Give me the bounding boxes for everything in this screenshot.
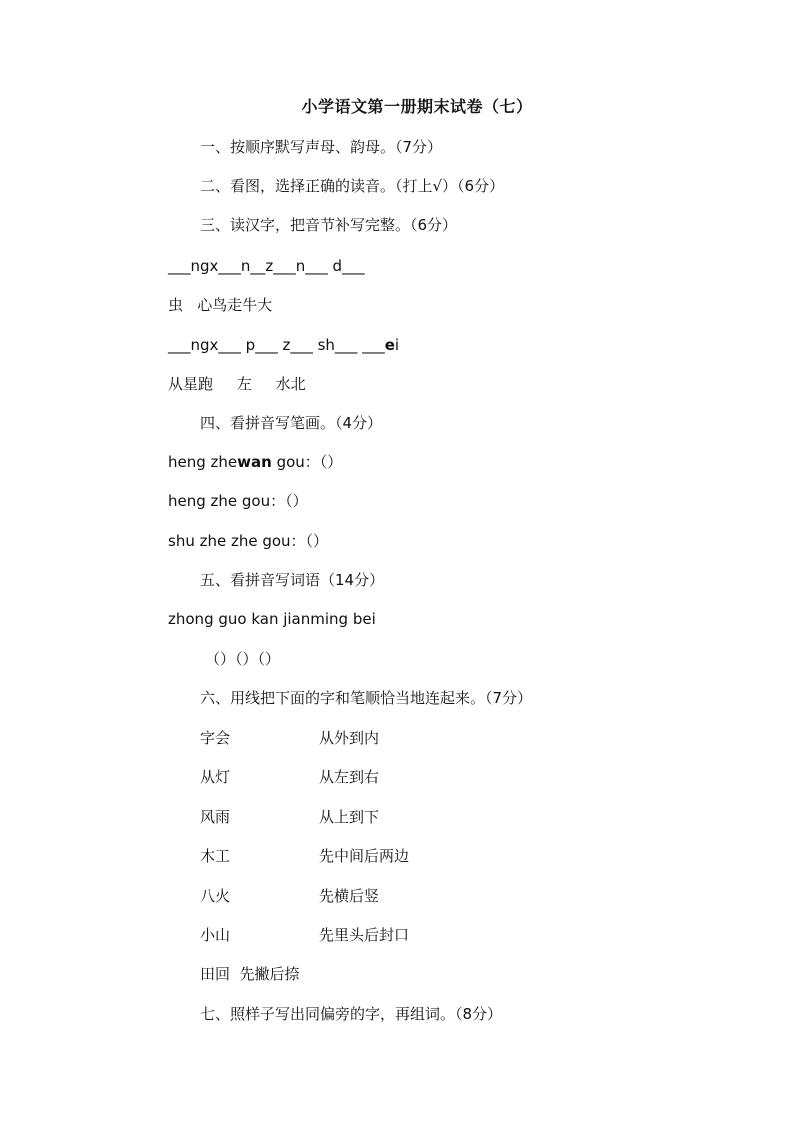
section-7-heading: 七、照样子写出同偏旁的字，再组词。（8分） xyxy=(200,1005,503,1023)
stroke-item-1 xyxy=(168,451,342,473)
pinyin-blanks-row-2 xyxy=(168,334,399,356)
match-chars-2: 从灯 xyxy=(200,768,231,786)
section-3-heading: 三、读汉字，把音节补写完整。（6分） xyxy=(200,216,458,234)
stroke-item-2: heng zhe gou：（） xyxy=(168,492,308,510)
pinyin-blanks-row-2-tail: i xyxy=(394,336,400,354)
stroke-item-3: shu zhe zhe gou：（） xyxy=(168,532,329,550)
pinyin-blanks-row-2-text: ___ngx___ p___ z___ sh___ ___ xyxy=(168,336,385,354)
stroke-item-1-bold: wan xyxy=(237,453,272,471)
match-last-pair: 田回 先撇后捺 xyxy=(200,965,300,983)
section-2-heading: 二、看图，选择正确的读音。（打上√）（6分） xyxy=(200,177,505,195)
stroke-item-1-text: heng zhe xyxy=(168,453,238,471)
section-4-heading: 四、看拼音写笔画。（4分） xyxy=(200,414,383,432)
section-6-heading: 六、用线把下面的字和笔顺恰当地连起来。（7分） xyxy=(200,689,533,707)
section-1-heading: 一、按顺序默写声母、韵母。（7分） xyxy=(200,138,443,156)
match-rule-6: 先里头后封口 xyxy=(319,926,410,944)
section-5-heading: 五、看拼音写词语（14分） xyxy=(200,571,385,589)
match-chars-1: 字会 xyxy=(200,729,231,747)
match-rule-4: 先中间后两边 xyxy=(319,847,410,865)
hanzi-row-1: 虫 心鸟走牛大 xyxy=(168,296,273,314)
match-rule-1: 从外到内 xyxy=(319,729,380,747)
match-chars-5: 八火 xyxy=(200,887,231,905)
stroke-item-1-tail: gou：（） xyxy=(271,453,343,471)
match-rule-3: 从上到下 xyxy=(319,808,380,826)
match-chars-3: 风雨 xyxy=(200,808,231,826)
pinyin-blanks-row-2-bold: e xyxy=(384,336,395,354)
match-chars-4: 木工 xyxy=(200,847,231,865)
match-chars-6: 小山 xyxy=(200,926,231,944)
hanzi-row-2: 从星跑 左 水北 xyxy=(168,375,306,393)
answer-parentheses: （）（）（） xyxy=(205,650,281,668)
pinyin-words: zhong guo kan jianming bei xyxy=(168,610,376,628)
page-title: 小学语文第一册期末试卷（七） xyxy=(301,97,533,116)
match-rule-2: 从左到右 xyxy=(319,768,380,786)
match-rule-5: 先横后竖 xyxy=(319,887,380,905)
pinyin-blanks-row-1: ___ngx___n__z___n___ d___ xyxy=(168,257,365,275)
